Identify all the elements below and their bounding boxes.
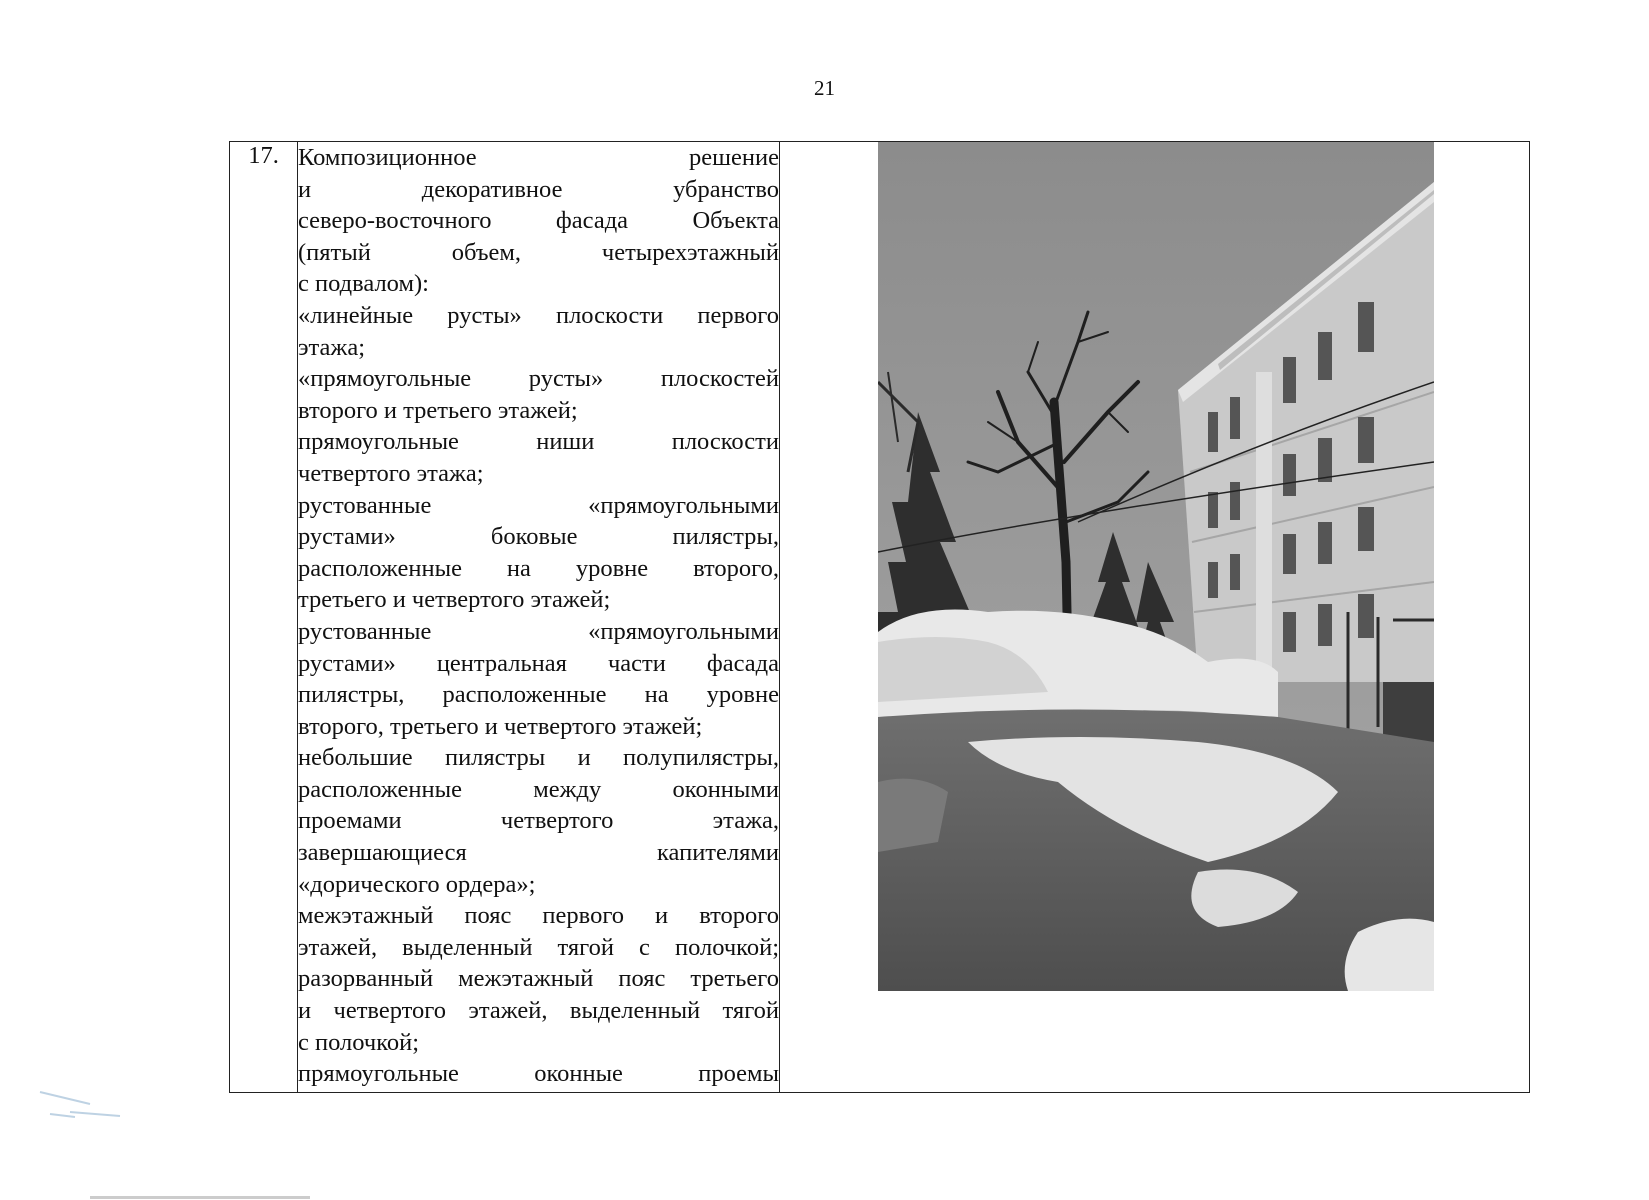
description-line: разорванный межэтажный пояс третьего: [298, 965, 779, 993]
description-line: Композиционное решение: [298, 144, 779, 171]
description-line: этажей, выделенный тягой с полочкой;: [298, 933, 779, 961]
description-line: второго, третьего и четвертого этажей;: [298, 712, 703, 740]
scan-edge: [90, 1196, 310, 1199]
description-line: завершающиеся капителями: [298, 839, 779, 867]
table-row: [230, 142, 1530, 1093]
description-line: рустованные «прямоугольными: [298, 617, 779, 645]
scan-mark-icon: [30, 1084, 130, 1124]
description-line: «прямоугольные русты» плоскостей: [298, 365, 779, 393]
description-line: с полочкой;: [298, 1028, 420, 1056]
building-photo: [878, 142, 1434, 991]
description-line: и декоративное убранство: [298, 175, 779, 203]
description-line: второго и третьего этажей;: [298, 396, 578, 424]
description-line: расположенные между оконными: [298, 775, 779, 803]
description-line: четвертого этажа;: [298, 459, 484, 487]
description-line: рустами» центральная части фасада: [298, 649, 779, 677]
description-line: с подвалом):: [298, 270, 429, 298]
page-number: 21: [814, 76, 835, 100]
description-line: третьего и четвертого этажей;: [298, 586, 611, 614]
description-line: и четвертого этажей, выделенный тягой: [298, 997, 779, 1025]
description-line: «линейные русты» плоскости первого: [298, 301, 779, 329]
description-line: этажа;: [298, 333, 366, 361]
photo-cell: [780, 142, 1530, 1093]
description-line: прямоугольные оконные проемы: [298, 1060, 779, 1088]
description-line: рустованные «прямоугольными: [298, 491, 779, 519]
row-description: [298, 142, 780, 1093]
description-line: межэтажный пояс первого и второго: [298, 902, 779, 930]
description-line: прямоугольные ниши плоскости: [298, 428, 779, 456]
description-line: «дорического ордера»;: [298, 870, 536, 898]
description-line: пилястры, расположенные на уровне: [298, 681, 779, 709]
row-number: 17.: [230, 142, 298, 1093]
description-table: [229, 141, 1530, 1093]
building-photo-icon: [878, 142, 1434, 991]
description-line: расположенные на уровне второго,: [298, 554, 779, 582]
description-line: северо-восточного фасада Объекта: [298, 207, 779, 235]
description-line: (пятый объем, четырехэтажный: [298, 238, 779, 266]
description-line: небольшие пилястры и полупилястры,: [298, 744, 779, 772]
description-line: рустами» боковые пилястры,: [298, 523, 779, 551]
description-line: проемами четвертого этажа,: [298, 807, 779, 835]
